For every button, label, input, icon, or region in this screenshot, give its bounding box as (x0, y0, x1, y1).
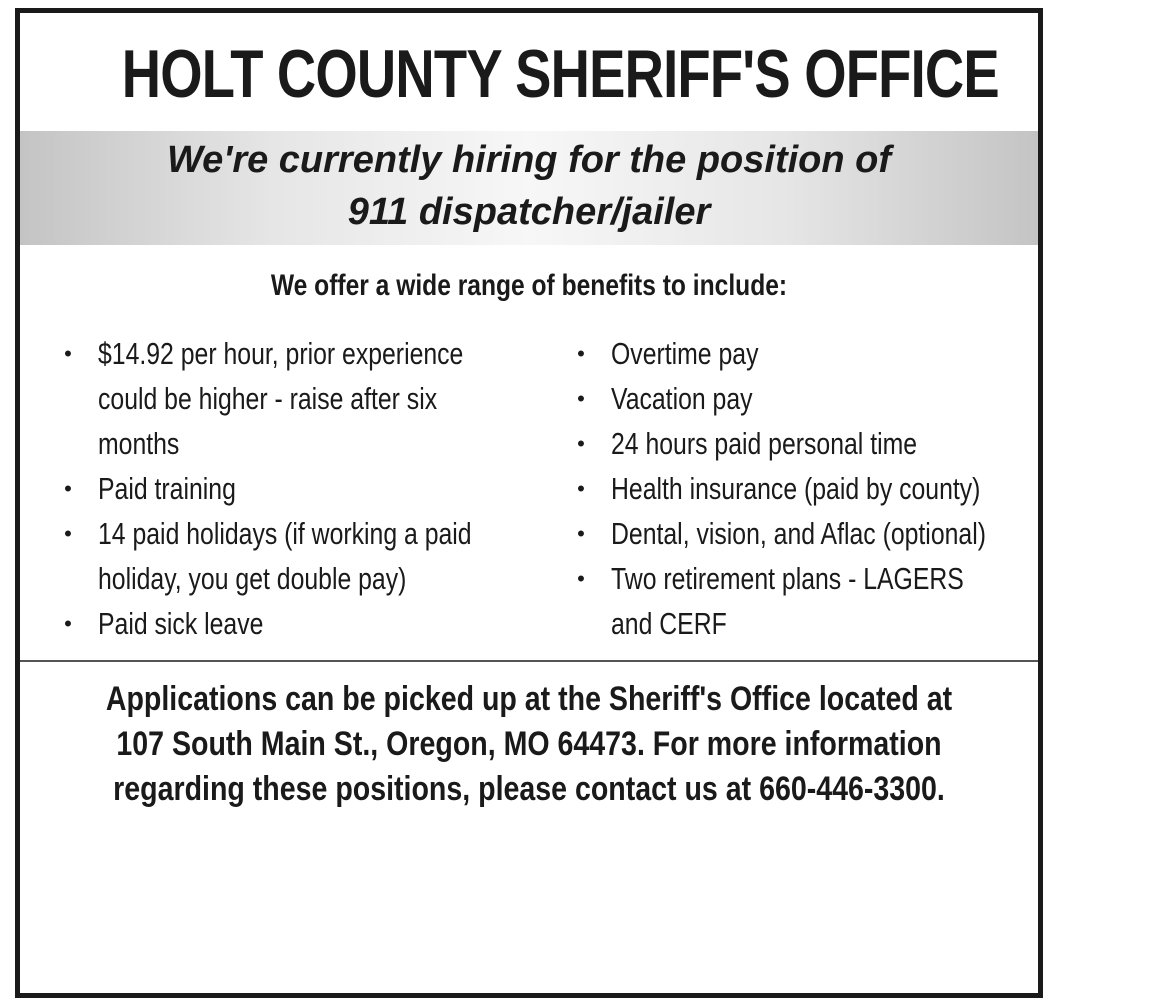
benefit-line: 24 hours paid personal time (611, 426, 918, 461)
benefit-line: could be higher - raise after six (98, 381, 438, 416)
job-ad-frame (15, 8, 1043, 998)
bullet-icon: • (577, 521, 585, 546)
benefit-line: Paid training (98, 471, 236, 506)
benefit-line: Health insurance (paid by county) (611, 471, 981, 506)
benefit-line: Vacation pay (611, 381, 753, 416)
benefits-list-right (571, 331, 1041, 646)
hiring-position: 911 dispatcher/jailer (347, 191, 711, 233)
benefit-item (58, 601, 528, 646)
contact-info (20, 677, 1038, 812)
benefit-line: months (98, 426, 180, 461)
benefits-list-left (58, 331, 528, 646)
benefit-item (58, 331, 528, 466)
benefit-line: holiday, you get double pay) (98, 561, 407, 596)
benefit-item (58, 466, 528, 511)
benefit-line: Dental, vision, and Aflac (optional) (611, 516, 986, 551)
benefit-item (58, 511, 528, 601)
benefit-line: Paid sick leave (98, 606, 264, 641)
bullet-icon: • (577, 431, 585, 456)
hiring-banner (20, 131, 1038, 245)
benefit-line: Overtime pay (611, 336, 759, 371)
benefit-line: and CERF (611, 606, 727, 641)
contact-line-2: 107 South Main St., Oregon, MO 64473. For more information (116, 725, 942, 763)
benefit-item (571, 466, 1041, 511)
benefit-item (571, 376, 1041, 421)
bullet-icon: • (577, 341, 585, 366)
benefit-line: $14.92 per hour, prior experience (98, 336, 464, 371)
benefits-heading: We offer a wide range of benefits to include: (270, 269, 788, 302)
bullet-icon: • (64, 476, 72, 501)
benefit-line: Two retirement plans - LAGERS (611, 561, 964, 596)
bullet-icon: • (577, 476, 585, 501)
benefit-line: 14 paid holidays (if working a paid (98, 516, 472, 551)
hiring-line-1: We're currently hiring for the position of (166, 139, 892, 181)
contact-line-1: Applications can be picked up at the Sheriff's Office located at (105, 680, 953, 718)
bullet-icon: • (577, 386, 585, 411)
benefit-item (571, 556, 1041, 646)
bullet-icon: • (64, 521, 72, 546)
ad-headline: HOLT COUNTY SHERIFF'S OFFICE (121, 36, 999, 112)
benefit-item (571, 511, 1041, 556)
bullet-icon: • (64, 611, 72, 636)
contact-line-3: regarding these positions, please contact us at 660-446-3300. (113, 770, 945, 808)
bullet-icon: • (64, 341, 72, 366)
benefit-item (571, 421, 1041, 466)
section-divider (20, 660, 1038, 662)
bullet-icon: • (577, 566, 585, 591)
benefit-item (571, 331, 1041, 376)
